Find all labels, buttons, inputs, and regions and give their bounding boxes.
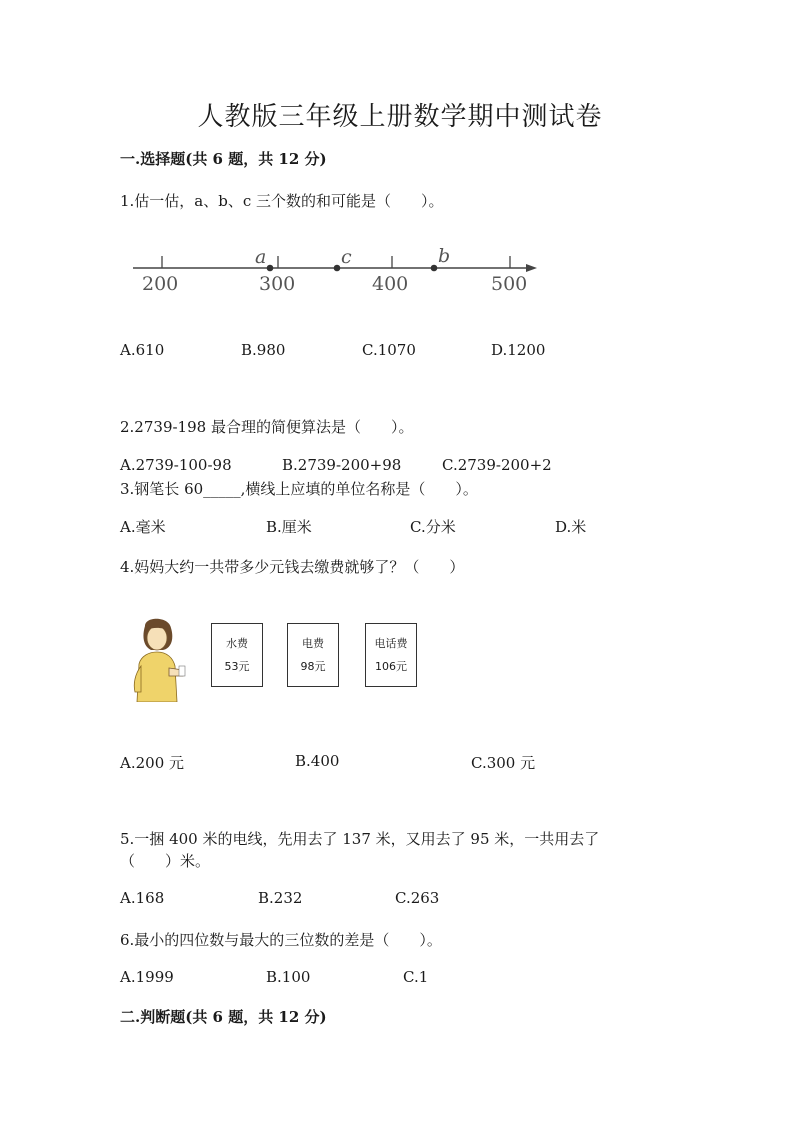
mother-illustration xyxy=(125,614,187,702)
q3-option-c[interactable]: C.分米 xyxy=(410,518,456,536)
bill-card-phone-amount: 106元 xyxy=(375,660,407,673)
q3-option-b[interactable]: B.厘米 xyxy=(266,518,312,536)
question-2: 2.2739-198 最合理的简便算法是（ ）。 xyxy=(120,418,414,436)
q2-option-a[interactable]: A.2739-100-98 xyxy=(120,456,232,474)
question-5-line-1: 5.一捆 400 米的电线，先用去了 137 米，又用去了 95 米，一共用去了 xyxy=(120,830,600,848)
point-a xyxy=(267,265,274,272)
q2-option-c[interactable]: C.2739-200+2 xyxy=(442,456,552,474)
q3-option-d[interactable]: D.米 xyxy=(555,518,587,536)
q6-option-b[interactable]: B.100 xyxy=(266,968,311,986)
q1-option-b[interactable]: B.980 xyxy=(241,341,286,359)
tick-label-300: 300 xyxy=(259,273,296,295)
page-title: 人教版三年级上册数学期中测试卷 xyxy=(197,102,603,132)
bill-card-water xyxy=(211,623,263,687)
q6-option-c[interactable]: C.1 xyxy=(403,968,429,986)
question-3: 3.钢笔长 60_____,横线上应填的单位名称是（ ）。 xyxy=(120,480,478,498)
q1-option-c[interactable]: C.1070 xyxy=(362,341,416,359)
question-4: 4.妈妈大约一共带多少元钱去缴费就够了？（ ） xyxy=(120,558,465,576)
point-label-c: c xyxy=(341,246,352,268)
question-5-line-2: （ ）米。 xyxy=(120,852,211,870)
bill-card-electric xyxy=(287,623,339,687)
point-label-b: b xyxy=(438,245,451,267)
q6-option-a[interactable]: A.1999 xyxy=(120,968,174,986)
bill-card-water-amount: 53元 xyxy=(224,660,250,673)
question-6: 6.最小的四位数与最大的三位数的差是（ ）。 xyxy=(120,931,442,949)
point-label-a: a xyxy=(255,246,267,268)
bill-card-electric-amount: 98元 xyxy=(300,660,326,673)
q5-option-a[interactable]: A.168 xyxy=(120,889,165,907)
tick-label-400: 400 xyxy=(372,273,409,295)
q1-option-d[interactable]: D.1200 xyxy=(491,341,546,359)
tick-label-200: 200 xyxy=(142,273,179,295)
q4-option-a[interactable]: A.200 元 xyxy=(120,754,184,772)
point-b xyxy=(431,265,438,272)
q5-option-b[interactable]: B.232 xyxy=(258,889,303,907)
bill-card-phone-label: 电话费 xyxy=(374,637,408,650)
bill-card-phone xyxy=(365,623,417,687)
tick-label-500: 500 xyxy=(491,273,528,295)
bill-paper-icon xyxy=(179,666,185,676)
q4-option-c[interactable]: C.300 元 xyxy=(471,754,536,772)
q2-option-b[interactable]: B.2739-200+98 xyxy=(282,456,402,474)
q4-option-b[interactable]: B.400 xyxy=(295,752,340,770)
bill-card-water-label: 水费 xyxy=(226,637,248,650)
point-c xyxy=(334,265,341,272)
question-1: 1.估一估，a、b、c 三个数的和可能是（ ）。 xyxy=(120,192,444,210)
number-line-figure xyxy=(125,238,550,300)
number-line-arrow xyxy=(526,264,537,272)
mother-dress xyxy=(137,652,177,702)
mother-face xyxy=(147,626,167,650)
section-heading-judgement: 二.判断题(共 6 题，共 12 分) xyxy=(120,1008,327,1026)
q1-option-a[interactable]: A.610 xyxy=(120,341,165,359)
bill-card-electric-label: 电费 xyxy=(302,637,324,650)
q3-option-a[interactable]: A.毫米 xyxy=(120,518,166,536)
section-heading-choice: 一.选择题(共 6 题，共 12 分) xyxy=(120,150,327,168)
q5-option-c[interactable]: C.263 xyxy=(395,889,440,907)
